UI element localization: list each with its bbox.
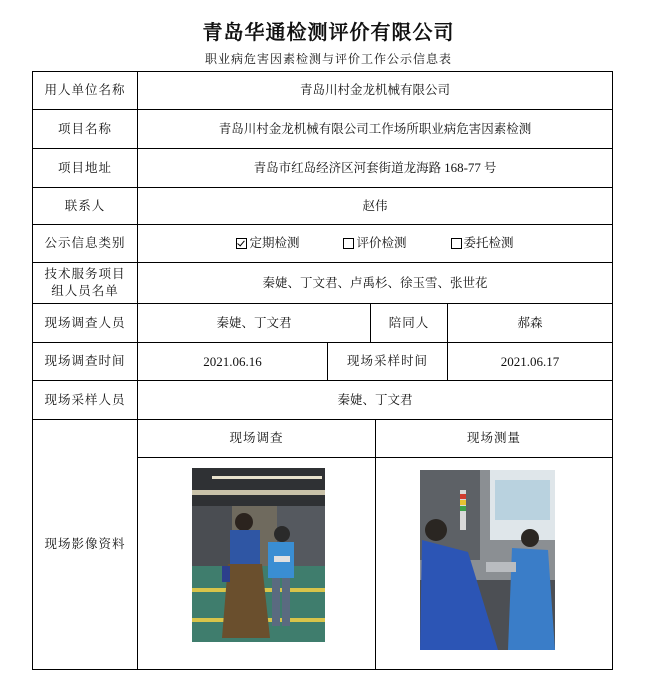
employer-value: 青岛川村金龙机械有限公司 [138,72,613,110]
measure-photo-image [420,470,555,650]
option-commissioned[interactable] [451,235,514,252]
employer-label: 用人单位名称 [33,72,138,110]
sampling-time-label: 现场采样时间 [328,343,448,381]
form-subtitle: 职业病危害因素检测与评价工作公示信息表 [204,52,452,66]
address-number: 168-77 [444,160,481,176]
project-name-value: 青岛川村金龙机械有限公司工作场所职业病危害因素检测 [138,110,613,149]
sampling-time-value: 2021.06.17 [448,343,613,381]
survey-staff-label: 现场调查人员 [33,304,138,343]
team-label [33,263,138,304]
project-address-label: 项目地址 [33,149,138,188]
option-commissioned-label: 委托检测 [463,235,514,251]
team-label-line2: 组人员名单 [51,283,119,298]
survey-photo-header: 现场调查 [138,420,376,458]
sampling-staff-value: 秦婕、丁文君 [138,381,613,420]
project-address-value [138,149,613,188]
escort-label: 陪同人 [371,304,448,343]
team-value: 秦婕、丁文君、卢禹杉、徐玉雪、张世花 [138,263,613,304]
category-label: 公示信息类别 [33,225,138,263]
survey-staff-value: 秦婕、丁文君 [138,304,371,343]
option-periodic[interactable] [236,235,299,252]
checkbox-icon[interactable] [343,238,354,249]
survey-time-value: 2021.06.16 [138,343,328,381]
survey-time-label: 现场调查时间 [33,343,138,381]
option-periodic-label: 定期检测 [249,235,300,251]
option-evaluation-label: 评价检测 [356,235,407,251]
measure-photo [420,470,555,650]
checkbox-icon[interactable] [451,238,462,249]
images-label: 现场影像资料 [33,420,138,670]
survey-photo [192,468,325,642]
contact-label: 联系人 [33,188,138,225]
escort-value: 郝森 [448,304,613,343]
project-name-label: 项目名称 [33,110,138,149]
address-suffix: 号 [483,159,497,175]
survey-photo-image [192,468,325,642]
option-evaluation[interactable] [343,235,406,252]
category-options [138,225,613,263]
address-prefix: 青岛市红岛经济区河套街道龙海路 [253,159,442,175]
company-title: 青岛华通检测评价有限公司 [202,20,455,44]
team-label-line1: 技术服务项目 [44,266,126,282]
sampling-staff-label: 现场采样人员 [33,381,138,420]
contact-value: 赵伟 [138,188,613,225]
checkbox-checked-icon[interactable] [236,238,247,249]
measure-photo-header: 现场测量 [376,420,613,458]
